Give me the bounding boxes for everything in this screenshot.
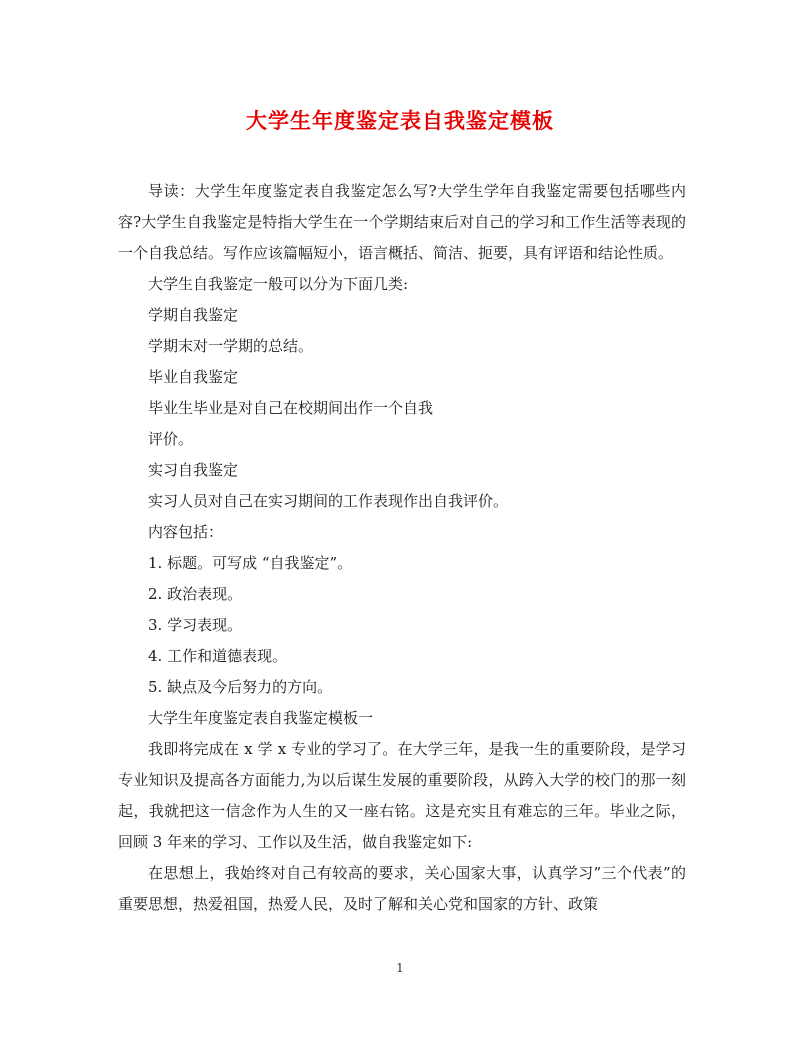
body-line: 学期末对一学期的总结。 — [148, 337, 314, 355]
list-item: 4. 工作和道德表现。 — [148, 647, 288, 665]
list-item: 2. 政治表现。 — [148, 585, 243, 603]
document-body — [118, 176, 686, 920]
list-item: 1. 标题。可写成 “自我鉴定”。 — [148, 554, 353, 572]
list-item: 3. 学习表现。 — [148, 616, 243, 634]
body-paragraph: 在思想上，我始终对自己有较高的要求，关心国家大事，认真学习”三个代表”的重要思想，热爱祖国，热爱人民，及时了解和关心党和国家的方针、政策 — [118, 864, 686, 913]
body-line: 学期自我鉴定 — [148, 306, 239, 324]
body-line: 内容包括： — [148, 523, 224, 541]
body-line: 实习自我鉴定 — [148, 461, 239, 479]
document-title: 大学生年度鉴定表自我鉴定模板 — [246, 108, 554, 133]
body-line: 毕业生毕业是对自己在校期间出作一个自我 — [148, 399, 434, 417]
list-item: 5. 缺点及今后努力的方向。 — [148, 678, 333, 696]
body-line: 毕业自我鉴定 — [148, 368, 239, 386]
body-line: 大学生自我鉴定一般可以分为下面几类: — [148, 275, 409, 293]
body-line: 实习人员对自己在实习期间的工作表现作出自我评价。 — [148, 492, 509, 510]
page-number: 1 — [396, 961, 404, 975]
body-paragraph: 我即将完成在 x 学 x 专业的学习了。在大学三年，是我一生的重要阶段，是学习专业知识及提高各方面能力,为以后谋生发展的重要阶段，从跨入大学的校门的那一刻起，我就把这一信念作为人生的又一座右铭。这是充实且有难忘的三年。毕业之际，回顾 3 年来的学习、工作以及生活，做自我鉴定如下: — [118, 740, 686, 851]
section-heading: 大学生年度鉴定表自我鉴定模板一 — [148, 709, 374, 727]
intro-paragraph: 导读：大学生年度鉴定表自我鉴定怎么写?大学生学年自我鉴定需要包括哪些内容?大学生自我鉴定是特指大学生在一个学期结束后对自己的学习和工作生活等表现的一个自我总结。写作应该篇幅短小，语言概括、简洁、扼要，具有评语和结论性质。 — [118, 182, 686, 262]
body-line: 评价。 — [148, 430, 194, 448]
